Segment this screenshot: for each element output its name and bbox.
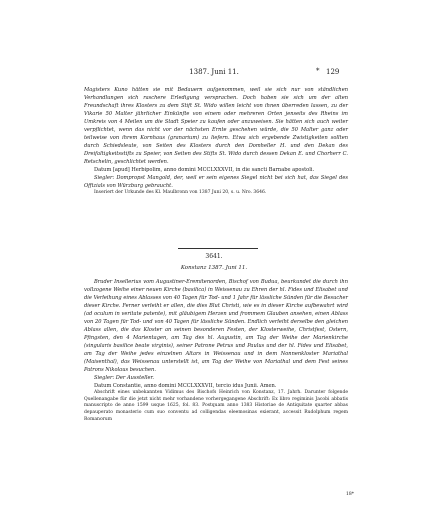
document-place-date: Konstanz 1387. Juni 11. xyxy=(180,265,248,271)
sealer-line: Siegler: Dompropst Mangold, der, weil er sein eigenes Siegel nicht bei sich hat, das Siegel des Offizials von Würzburg gebraucht. xyxy=(84,175,348,189)
section-divider xyxy=(178,248,258,249)
datum-line: Datum [apud] Herbipolim, anno domini MCCLXXXVII, in die sancti Barnabe apostoli. xyxy=(94,167,315,173)
header-date: 1387. Juni 11. xyxy=(189,68,239,76)
previous-document-tail xyxy=(84,86,348,197)
document-3641 xyxy=(84,278,348,424)
page-header xyxy=(0,68,428,80)
signature-mark: 18* xyxy=(346,492,354,497)
sealer-line: Siegler: Der Aussteller. xyxy=(94,375,154,381)
datum-line: Datum Constantie, anno domini MCCLXXXVII, tercio idus Junii. Amen. xyxy=(94,383,277,389)
regest-text: Bruder Insellerius vom Augustiner-Eremitenorden, Bischof von Budua, beurkundet die durch ihn vollzogene Weihe einer neuen Kirche (basilica) in Weissenau zu Ehren der hl. Fides und Elisabet und die Verleihung eines Ablasses von 40 Tagen für Tod- und 1 Jahr für lässliche Sünden für die Besucher dieser Kirche. Ferner verleiht er allen, die dies Blut Christi, wie es in dieser Kirche aufbewahrt wird (ad oculum in veritate patente), mit gläubigem Herzen und frommem Glauben ansehen, einen Ablass von 20 Tagen für Tod- und von 40 Tagen für lässliche Sünden. Endlich verleiht derselbe den gleichen Ablass allen, die das Kloster an seinen besonderen Festen, der Klosterweihe, Christfest, Ostern, Pfingsten, den 4 Marientagen, am Tag des hl. Augustin, am Tag der Weihe der Marienkirche (singularis basilice beate virginis), seiner Patrone Petrus und Paulus und der hl. Fides und Elisabet, am Tag der Weihe jedes einzelnen Altars in Weissenau und in dem Nonnenkloster Mariathal (Maisenthal), das Weissenau unterstellt ist, am Tag der Weihe von Mariathal und dem Fest seines Patrons Nikolaus besuchen. xyxy=(84,279,348,373)
document-number: 3641. xyxy=(205,253,223,260)
source-note: Inseriert der Urkunde des Kl. Maulbronn von 1387 Juni 20, s. u. Nro. 3646. xyxy=(94,190,267,195)
page-number: 129 xyxy=(326,68,340,76)
regest-text: Magisters Kuno hätten sie mit Bedauern aufgenommen, weil sie sich nur von ständlichen Verhandlungen sich raschere Erledigung versprachen. Doch haben sie sich um der alten Freundschaft ihres Klosters zu dem Stift St. Wido willen leicht von ihnen überreden lassen, zu der Vikarie 50 Malter jährlicher Einkünfte von einem oder mehreren Orten jenseits des Rheins im Umkreis von 4 Meilen um die Stadt Speier zu kaufen oder anzuweisen. Sie hätten sich auch weiter verpflichtet, wenn das nicht vor der nächsten Ernte geschehen würde, die 50 Malter ganz oder teilweise von ihrem Kornhaus (granarium) zu liefern. Etwa sich ergebende Zwistigkeiten sollten durch Schiedsleute, von Seiten des Klosters durch den Domheller H. und den Dekan des Dreifaltigkeitsstifts zu Speier, von Seiten des Stifts St. Wido durch dessen Dekan E. und Chorherr C. Retschelin, geschlichtet werden. xyxy=(84,87,348,165)
header-mark: * xyxy=(316,67,320,75)
source-note: Abschrift eines unbekannten Vidimus des Bischofs Heinrich von Konstanz, 17. Jahrh. Darunter folgende Quellenangabe für die jetzt nicht mehr vorhandene vorhergegangene Abschrift: Ex libro regiminis Jacobi abbatis manuscripto de anno 1599 usque 1625, fol. 83. Postquam anno 1383 Historiae de Antiquitate quarter abbas depauperato monasterio cum suo conventu ad colligendas eleemosinas exierant, accessit Rudolphum regem Romanorum xyxy=(84,390,348,422)
